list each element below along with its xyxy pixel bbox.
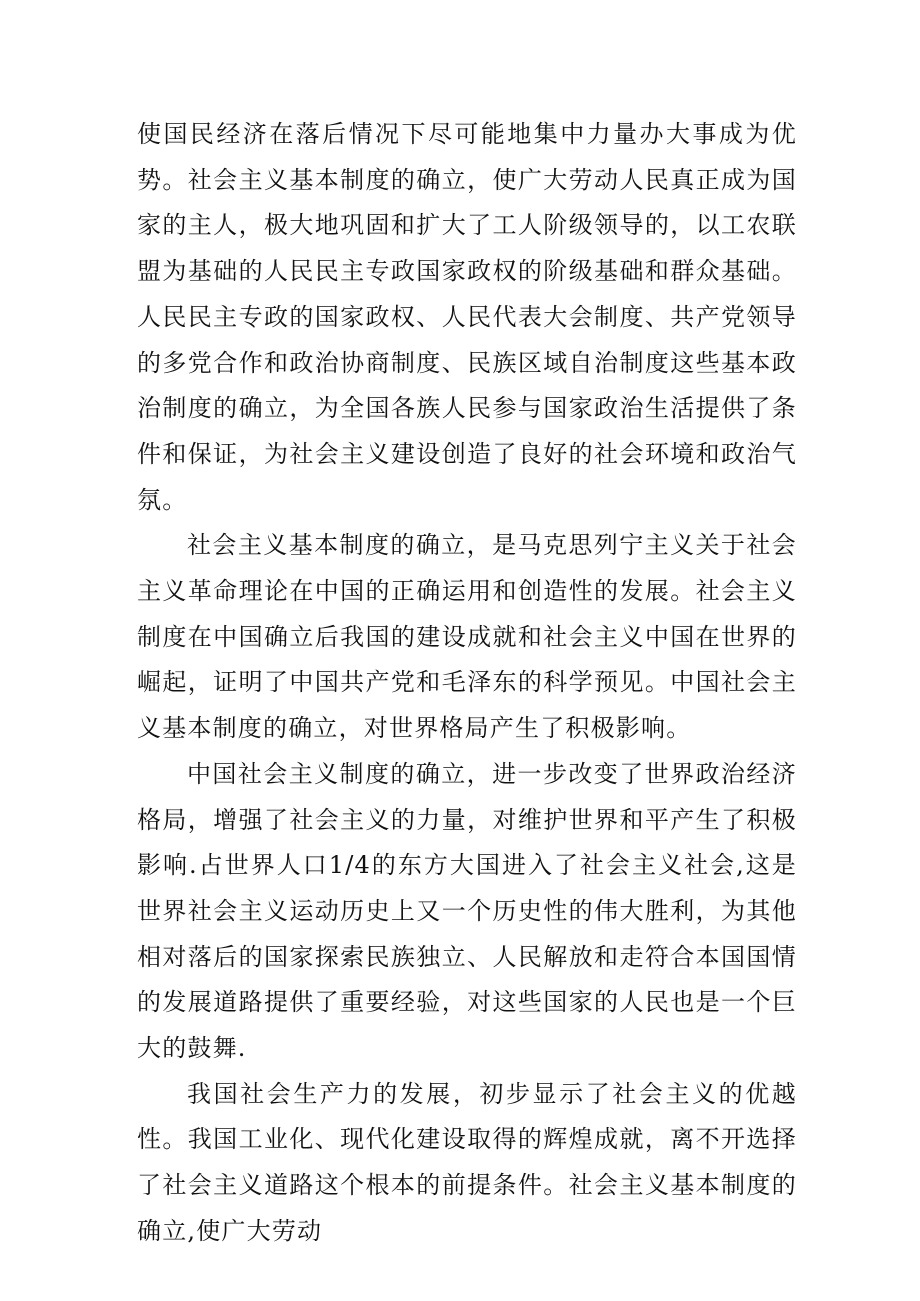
document-body xyxy=(137,112,797,1255)
paragraph-3: 中国社会主义制度的确立，进一步改变了世界政治经济格局，增强了社会主义的力量，对维护世界和平产生了积极影响.占世界人口1/4的东方大国进入了社会主义社会,这是世界社会主义运动历史上又一个历史性的伟大胜利，为其他相对落后的国家探索民族独立、人民解放和走符合本国国情的发展道路提供了重要经验，对这些国家的人民也是一个巨大的鼓舞. xyxy=(137,759,797,1063)
paragraph-2: 社会主义基本制度的确立，是马克思列宁主义关于社会主义革命理论在中国的正确运用和创造性的发展。社会主义制度在中国确立后我国的建设成就和社会主义中国在世界的崛起，证明了中国共产党和毛泽东的科学预见。中国社会主义基本制度的确立，对世界格局产生了积极影响。 xyxy=(137,531,797,743)
paragraph-1: 使国民经济在落后情况下尽可能地集中力量办大事成为优势。社会主义基本制度的确立，使广大劳动人民真正成为国家的主人，极大地巩固和扩大了工人阶级领导的，以工农联盟为基础的人民民主专政国家政权的阶级基础和群众基础。人民民主专政的国家政权、人民代表大会制度、共产党领导的多党合作和政治协商制度、民族区域自治制度这些基本政治制度的确立，为全国各族人民参与国家政治生活提供了条件和保证，为社会主义建设创造了良好的社会环境和政治气氛。 xyxy=(137,120,797,514)
paragraph-4: 我国社会生产力的发展，初步显示了社会主义的优越性。我国工业化、现代化建设取得的辉煌成就，离不开选择了社会主义道路这个根本的前提条件。社会主义基本制度的确立,使广大劳动 xyxy=(137,1079,797,1245)
